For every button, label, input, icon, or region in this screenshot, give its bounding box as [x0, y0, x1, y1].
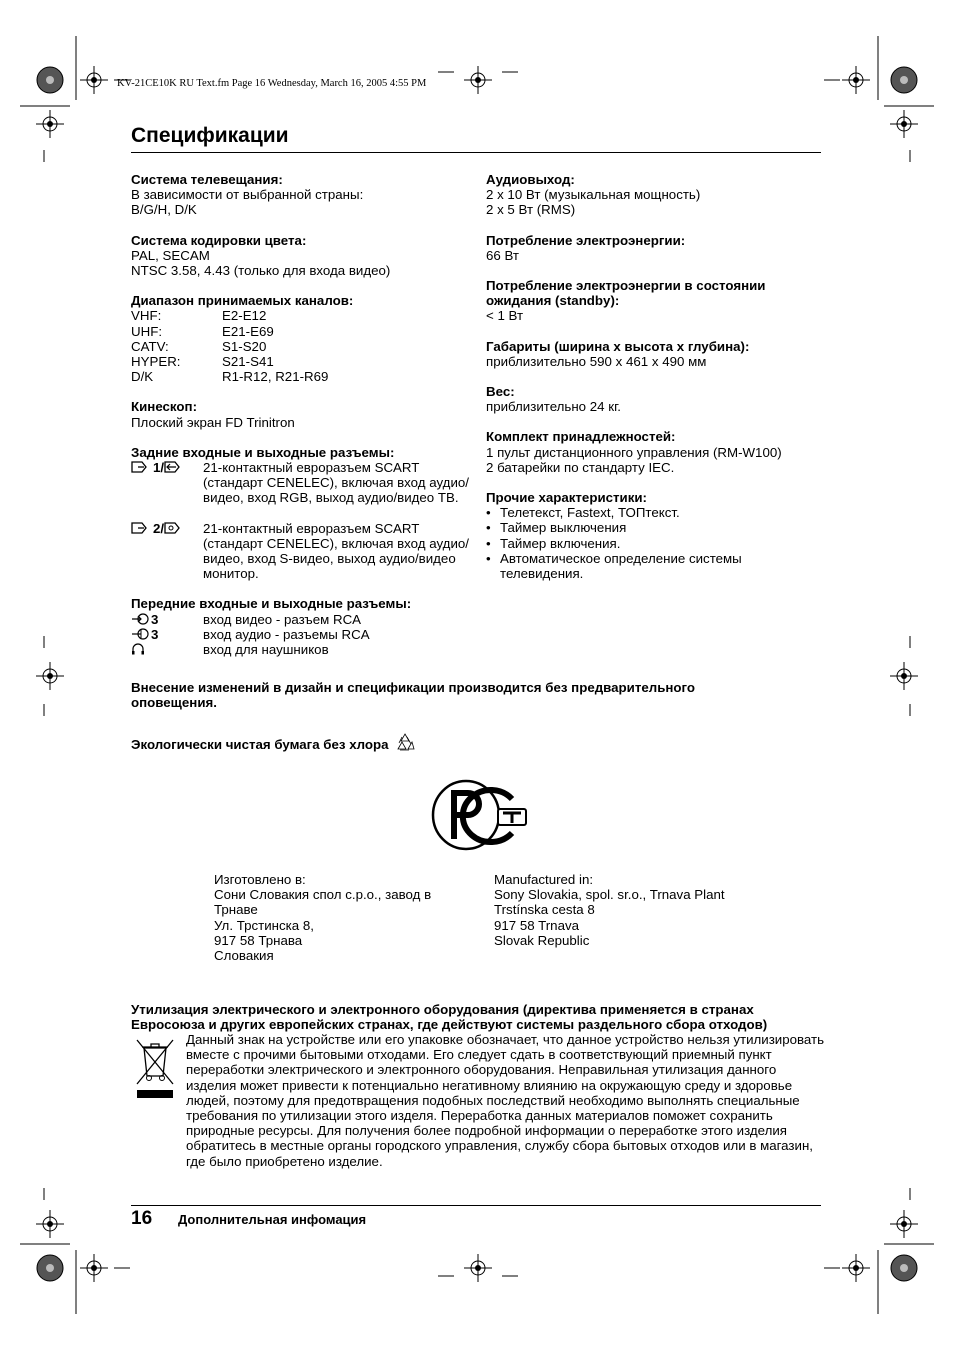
channel-row [131, 339, 471, 354]
crossed-bin-icon [134, 1038, 176, 1104]
connector-row [131, 521, 471, 582]
right-column [486, 172, 821, 581]
address-line: Sony Slovakia, spol. sr.o., Trnava Plant [494, 887, 725, 903]
recycle-icon [395, 732, 415, 752]
list-item: • Таймер выключения [486, 520, 821, 535]
spec-color [131, 233, 471, 279]
video-input-icon [131, 612, 203, 627]
page-number: 16 [131, 1208, 153, 1229]
address-line: Изготовлено в: [214, 872, 306, 887]
manufacturer-en [494, 872, 774, 948]
spec-dimensions [486, 339, 821, 369]
spec-value: приблизительно 24 кг. [486, 399, 621, 415]
spec-channels [131, 293, 471, 384]
spec-value: PAL, SECAM [131, 247, 210, 263]
page-title: Спецификации [131, 124, 289, 147]
change-notice: Внесение изменений в дизайн и спецификации производится без предварительного оповещения. [131, 680, 696, 711]
connector-number: 1 [153, 460, 161, 476]
spec-heading: Диапазон принимаемых каналов: [131, 293, 354, 309]
channel-row [131, 354, 471, 369]
connector-number: 3 [151, 611, 159, 627]
spec-heading: Комплект принадлежностей: [486, 429, 676, 445]
address-line: Trstínska cesta 8 [494, 902, 595, 918]
spec-heading: Система телевещания: [131, 172, 283, 187]
spec-value: В зависимости от выбранной страны: [131, 187, 364, 203]
spec-value: NTSC 3.58, 4.43 (только для входа видео) [131, 263, 391, 279]
band-name: CATV: [131, 338, 169, 354]
spec-accessories [486, 429, 821, 475]
band-range: S1-S20 [222, 338, 267, 354]
connector-number: 3 [151, 626, 159, 642]
band-name: UHF: [131, 323, 163, 339]
band-range: S21-S41 [222, 354, 274, 370]
list-item: • Телетекст, Fastext, ТОПтекст. [486, 505, 821, 520]
address-line: 917 58 Трнава [214, 932, 303, 948]
spec-heading: Потребление электроэнергии: [486, 232, 686, 248]
spec-broadcast [131, 172, 471, 218]
address-line: Manufactured in: [494, 872, 594, 887]
footer-section-title: Дополнительная инфомация [178, 1212, 367, 1227]
address-line: Ул. Трстинска 8, [214, 917, 314, 933]
address-line: Словакия [214, 948, 274, 964]
connector-row [131, 460, 471, 506]
spec-value: < 1 Вт [486, 308, 524, 324]
channel-row [131, 324, 471, 339]
band-range: E21-E69 [222, 323, 274, 339]
spec-standby [486, 278, 821, 324]
spec-value: 1 пульт дистанционного управления (RM-W100) [486, 444, 782, 460]
spec-value: B/G/H, D/K [131, 202, 197, 218]
spec-heading: Передние входные и выходные разъемы: [131, 596, 412, 612]
address-line: Сони Словакия спол с.р.о., завод в Трнаве [214, 887, 432, 918]
list-item: • Таймер включения. [486, 536, 821, 551]
band-name: D/K [131, 369, 154, 385]
file-header: KV-21CE10K RU Text.fm Page 16 Wednesday, March 16, 2005 4:55 PM [117, 78, 427, 89]
weee-heading: Утилизация электрического и электронного оборудования (директива применяется в странах Евросоюза и других европейских странах, где действуют системы раздельного сбора отходов) [131, 1002, 768, 1033]
list-item: • Автоматическое определение системы телевидения. [486, 551, 821, 581]
audio-input-icon [131, 627, 203, 642]
scart-connector-icon: 2/ [131, 521, 203, 582]
spec-value: 2 батарейки по стандарту IEC. [486, 459, 675, 475]
connector-row [131, 642, 471, 657]
spec-power [486, 233, 821, 263]
certification-mark-icon [430, 777, 530, 852]
spec-heading: Потребление электроэнергии в состоянии ожидания (standby): [486, 278, 766, 309]
spec-rear-connectors [131, 445, 471, 582]
spec-value: 66 Вт [486, 247, 520, 263]
channel-row [131, 308, 471, 323]
spec-heading: Система кодировки цвета: [131, 232, 307, 248]
spec-value: приблизительно 590 x 461 x 490 мм [486, 353, 707, 369]
spec-heading: Габариты (ширина x высота x глубина): [486, 338, 750, 354]
connector-description: вход видео - разъем RCA [203, 611, 362, 627]
spec-value: 2 x 10 Вт (музыкальная мощность) [486, 187, 701, 203]
channel-row [131, 369, 471, 384]
connector-description: вход для наушников [203, 642, 329, 658]
spec-heading: Кинескоп: [131, 399, 197, 415]
spec-weight [486, 384, 821, 414]
left-column [131, 172, 471, 657]
spec-crt [131, 399, 471, 429]
registration-target-icon [891, 1255, 917, 1281]
spec-front-connectors [131, 596, 471, 657]
scart-connector-icon: 1/ [131, 460, 203, 506]
connector-description: 21-контактный евроразъем SCART (стандарт CENELEC), включая вход аудио/видео, вход S-видео, выход аудио/видео монитор. [203, 520, 469, 582]
registration-target-icon [37, 1255, 63, 1281]
spec-heading: Вес: [486, 384, 515, 400]
band-name: HYPER: [131, 354, 181, 370]
address-line: 917 58 Trnava [494, 917, 580, 933]
registration-target-icon [891, 67, 917, 93]
eco-paper-line [131, 732, 415, 752]
eco-paper-text: Экологически чистая бумага без хлора [131, 736, 389, 752]
spec-value: 2 x 5 Вт (RMS) [486, 202, 576, 218]
band-name: VHF: [131, 308, 162, 324]
connector-number: 2 [153, 520, 161, 536]
registration-target-icon [37, 67, 63, 93]
connector-row [131, 612, 471, 627]
spec-audio [486, 172, 821, 218]
spec-heading: Задние входные и выходные разъемы: [131, 444, 395, 460]
band-range: E2-E12 [222, 308, 267, 324]
spec-heading: Прочие характеристики: [486, 490, 647, 506]
spec-other [486, 490, 821, 581]
headphones-icon [131, 642, 203, 657]
manufacturer-ru [214, 872, 462, 963]
spec-heading: Аудиовыход: [486, 172, 575, 187]
connector-description: 21-контактный евроразъем SCART (стандарт CENELEC), включая вход аудио/видео, вход RGB, выход аудио/видео ТВ. [203, 460, 469, 506]
spec-value: Плоский экран FD Trinitron [131, 414, 295, 430]
connector-description: вход аудио - разъемы RCA [203, 626, 370, 642]
footer-rule [131, 1205, 821, 1206]
connector-row [131, 627, 471, 642]
title-rule [131, 152, 821, 153]
band-range: R1-R12, R21-R69 [222, 369, 329, 385]
address-line: Slovak Republic [494, 932, 590, 948]
weee-body: Данный знак на устройстве или его упаковке обозначает, что данное устройство нельзя утилизировать вместе с прочими бытовыми отходами. Его следует сдать в соответствующий приемный пункт переработки электрического и электронного оборудования. Неправильная утилизация данного изделия может привести к потенциально негативному влиянию на окружающую среду и здоровье людей, поэтому для предотвращения подобных последствий необходимо выполнять специальные требования по утилизации этого изделя. Переработка данных материалов поможет сохранить природные ресурсы. Для получения более подробной информации о переработке этого изделия обратитесь в местные органы городского управления, службу сбора бытовых отходов или в магазин, где было приобретено изделие. [186, 1032, 825, 1169]
